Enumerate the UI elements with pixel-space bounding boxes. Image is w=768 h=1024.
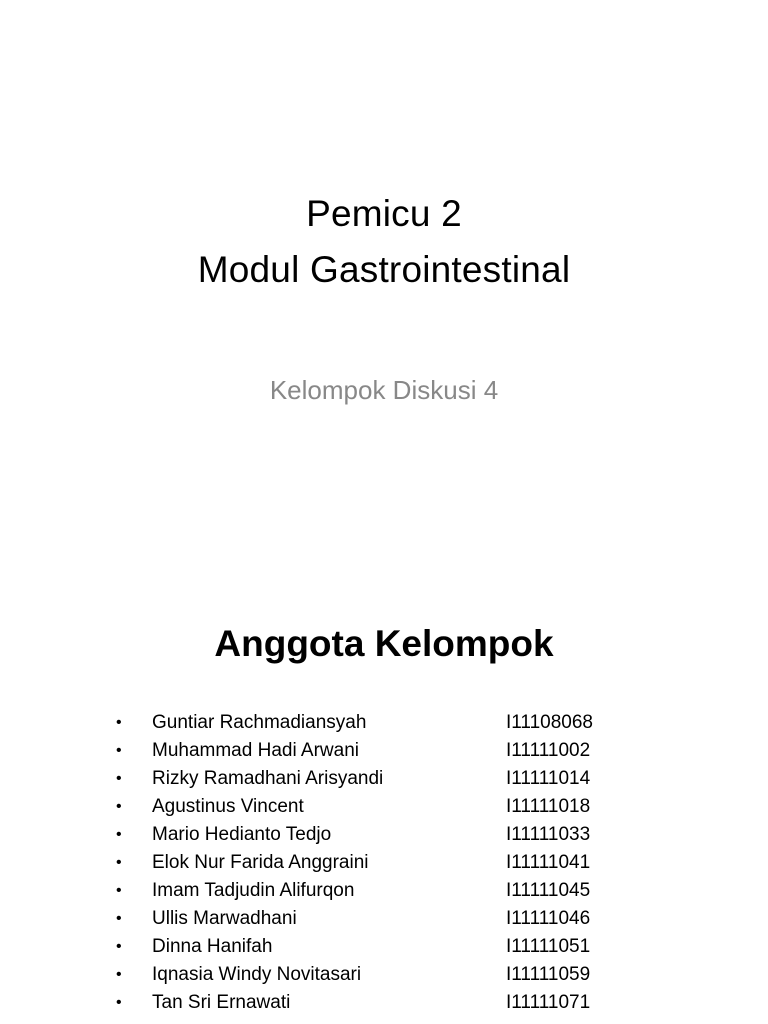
bullet-icon: • [116, 938, 122, 955]
member-name: Iqnasia Windy Novitasari [152, 964, 362, 985]
members-slide [0, 576, 768, 1024]
bullet-icon: • [116, 742, 122, 759]
bullet-icon: • [116, 854, 122, 871]
list-item [116, 849, 616, 877]
list-item [116, 765, 616, 793]
member-id: I11111051 [506, 936, 591, 957]
bullet-icon: • [116, 770, 122, 787]
member-id: I11111014 [506, 768, 591, 789]
list-item [116, 793, 616, 821]
member-id: I11108068 [506, 712, 593, 733]
member-name: Guntiar Rachmadiansyah [152, 712, 367, 733]
member-id: I11111059 [506, 964, 591, 985]
bullet-icon: • [116, 826, 122, 843]
member-name: Mario Hedianto Tedjo [152, 824, 332, 845]
member-id: I11111071 [506, 992, 591, 1013]
members-list [116, 709, 616, 1017]
member-name: Ullis Marwadhani [152, 908, 297, 929]
list-item [116, 933, 616, 961]
list-item [116, 821, 616, 849]
list-item [116, 905, 616, 933]
bullet-icon: • [116, 994, 122, 1011]
member-name: Imam Tadjudin Alifurqon [152, 880, 355, 901]
member-id: I11111018 [506, 796, 591, 817]
member-id: I11111002 [506, 740, 591, 761]
slide-title-line-2: Modul Gastrointestinal [197, 249, 571, 290]
bullet-icon: • [116, 714, 122, 731]
member-name: Elok Nur Farida Anggraini [152, 852, 369, 873]
member-name: Muhammad Hadi Arwani [152, 740, 359, 761]
list-item [116, 989, 616, 1017]
member-id: I11111041 [506, 852, 591, 873]
member-name: Dinna Hanifah [152, 936, 273, 957]
member-id: I11111045 [506, 880, 591, 901]
slide-title-line-1: Pemicu 2 [306, 193, 462, 234]
members-heading: Anggota Kelompok [214, 623, 554, 664]
bullet-icon: • [116, 798, 122, 815]
member-id: I11111033 [506, 824, 591, 845]
member-name: Agustinus Vincent [152, 796, 304, 817]
bullet-icon: • [116, 882, 122, 899]
list-item [116, 709, 616, 737]
list-item [116, 961, 616, 989]
list-item [116, 877, 616, 905]
member-name: Tan Sri Ernawati [152, 992, 291, 1013]
list-item [116, 737, 616, 765]
bullet-icon: • [116, 966, 122, 983]
member-name: Rizky Ramadhani Arisyandi [152, 768, 384, 789]
slide-subtitle: Kelompok Diskusi 4 [269, 375, 499, 405]
member-id: I11111046 [506, 908, 591, 929]
bullet-icon: • [116, 910, 122, 927]
